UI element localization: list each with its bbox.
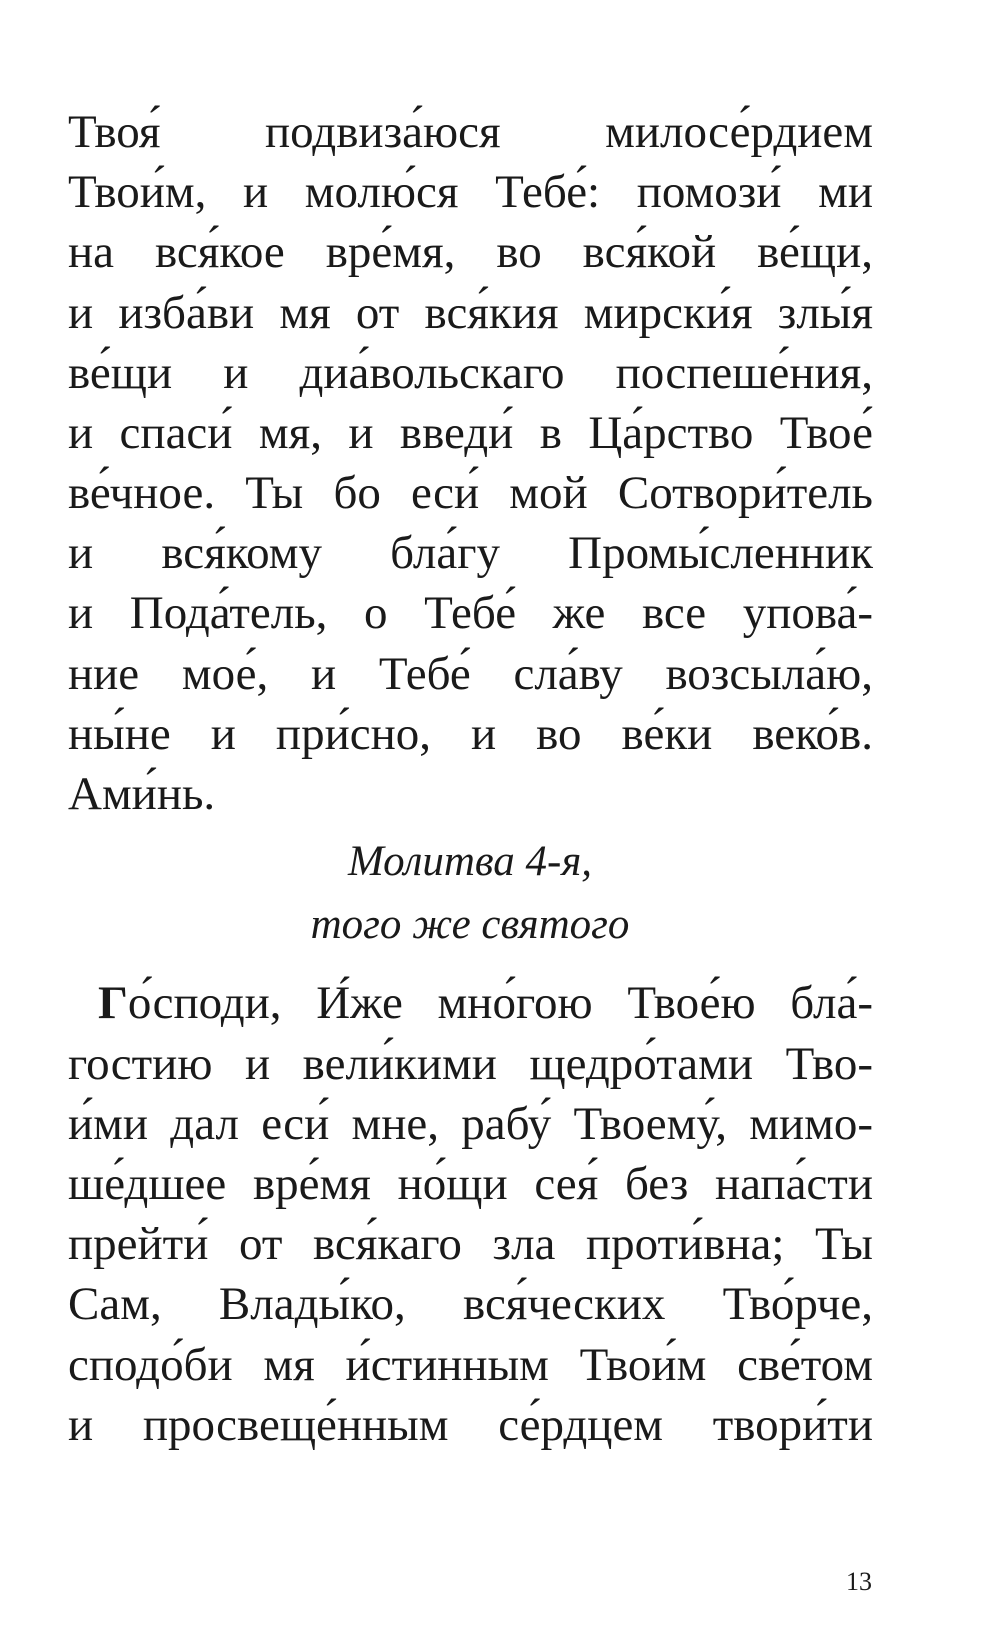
page-number: 13: [846, 1567, 872, 1596]
first-text-line: [98, 973, 873, 1033]
drop-initial: Г: [98, 977, 128, 1029]
text-line: гостию и вели́кими щедро́тами Тво-: [68, 1038, 873, 1090]
text-line: и вся́кому бла́гу Промы́сленник: [68, 527, 873, 579]
first-line-rest: о́споди, И́же мно́гою Твое́ю бла́-: [127, 977, 873, 1029]
text-line: Ами́нь.: [68, 768, 216, 820]
text-line: и просвеще́нным се́рдцем твори́ти: [68, 1399, 873, 1451]
text-line: и изба́ви мя от вся́кия мирски́я злы́я: [68, 287, 873, 339]
text-line: ве́чное. Ты бо еси́ мой Сотвори́тель: [68, 467, 873, 519]
text-line: прейти́ от вся́каго зла проти́вна; Ты: [68, 1218, 873, 1270]
text-line: на вся́кое вре́мя, во вся́кой ве́щи,: [68, 226, 873, 278]
text-line: Твоя́ подвиза́юся милосе́рдием: [68, 106, 873, 158]
text-line: Твои́м, и молю́ся Тебе́: помози́ ми: [68, 166, 873, 218]
text-line: и Пода́тель, о Тебе́ же все упова́-: [68, 587, 873, 639]
text-line: ны́не и при́сно, и во ве́ки веко́в.: [68, 708, 873, 760]
text-line: и спаси́ мя, и введи́ в Ца́рство Твое́: [68, 407, 873, 459]
heading-line: того же святого: [310, 901, 630, 948]
text-line: ше́дшее вре́мя но́щи сея́ без напа́сти: [68, 1158, 873, 1210]
text-line: сподо́би мя и́стинным Твои́м све́том: [68, 1339, 873, 1391]
heading-line: Молитва 4-я,: [347, 838, 593, 885]
text-line: ве́щи и диа́вольскаго поспеше́ния,: [68, 347, 873, 399]
text-line: ние мое́, и Тебе́ сла́ву возсыла́ю,: [68, 648, 873, 700]
text-line: и́ми дал еси́ мне, рабу́ Твоему́, мимо-: [68, 1098, 873, 1150]
text-line: Сам, Влады́ко, вся́ческих Тво́рче,: [68, 1278, 873, 1330]
